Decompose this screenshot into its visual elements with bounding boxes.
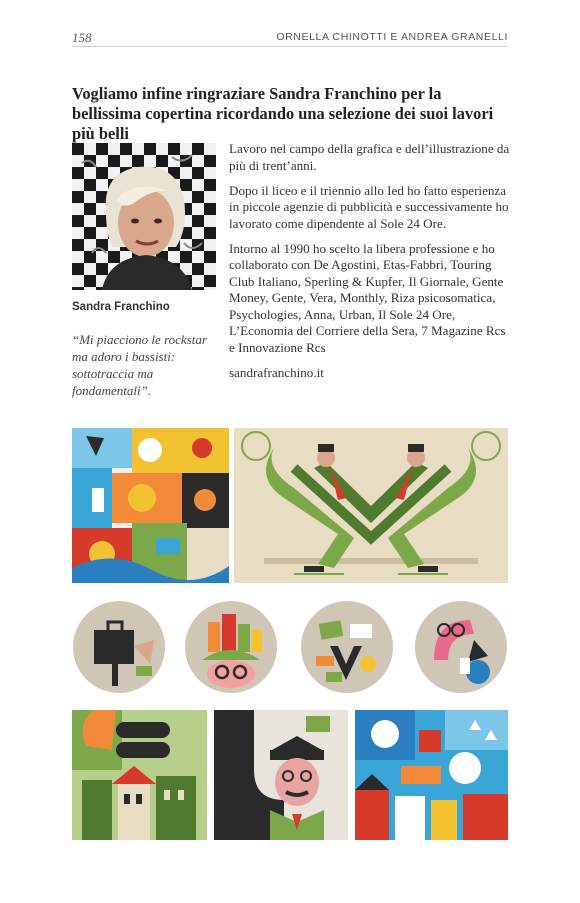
artist-quote: “Mi piacciono le rockstar ma adoro i bassisti: sottotraccia ma fondamentali”. bbox=[72, 332, 207, 398]
website-link[interactable]: sandrafranchino.it bbox=[229, 364, 324, 380]
biography bbox=[229, 141, 514, 390]
illustration-winter-infographic bbox=[355, 710, 508, 840]
illustration-green-men bbox=[234, 428, 508, 583]
illustration-circle-1 bbox=[72, 600, 166, 694]
illustration-circle-3 bbox=[300, 600, 394, 694]
page-number: 158 bbox=[72, 30, 92, 45]
section-title: Vogliamo infine ringraziare Sandra Franchino per la bellissima copertina ricordando una selezione dei suoi lavori più belli bbox=[72, 84, 494, 143]
running-head-authors: ORNELLA CHINOTTI E ANDREA GRANELLI bbox=[276, 31, 508, 43]
running-header bbox=[72, 30, 508, 47]
bio-paragraph-3: Intorno al 1990 ho scelto la libera professione e ho collaborato con De Agostini, Etas-Fabbri, Touring Club Italiano, Sperling & Kupfer, Il Giornale, Gente Money, Gente, Vera, Monthly, Riza psicosomatica, Psychologies, Anna, Urban, Il Sole 24 Ore, L’Economia del Corriere della Sera, 7 Magazine Rcs e Innovazione Rcs bbox=[229, 240, 506, 355]
illustration-infographic-map bbox=[72, 428, 229, 583]
illustration-circle-2 bbox=[184, 600, 278, 694]
portrait-photo bbox=[72, 143, 216, 290]
illustration-graduate-money bbox=[214, 710, 348, 840]
bio-paragraph-1: Lavoro nel campo della grafica e dell’illustrazione da più di trent’anni. bbox=[229, 141, 510, 173]
illustration-binoculars-town bbox=[72, 710, 207, 840]
portrait-caption: Sandra Franchino bbox=[72, 301, 170, 313]
illustration-circle-4 bbox=[414, 600, 508, 694]
bio-paragraph-2: Dopo il liceo e il triennio allo Ied ho fatto esperienza in piccole agenzie di pubblicità e successivamente ho lavorato come dipendente al Sole 24 Ore. bbox=[229, 182, 509, 231]
